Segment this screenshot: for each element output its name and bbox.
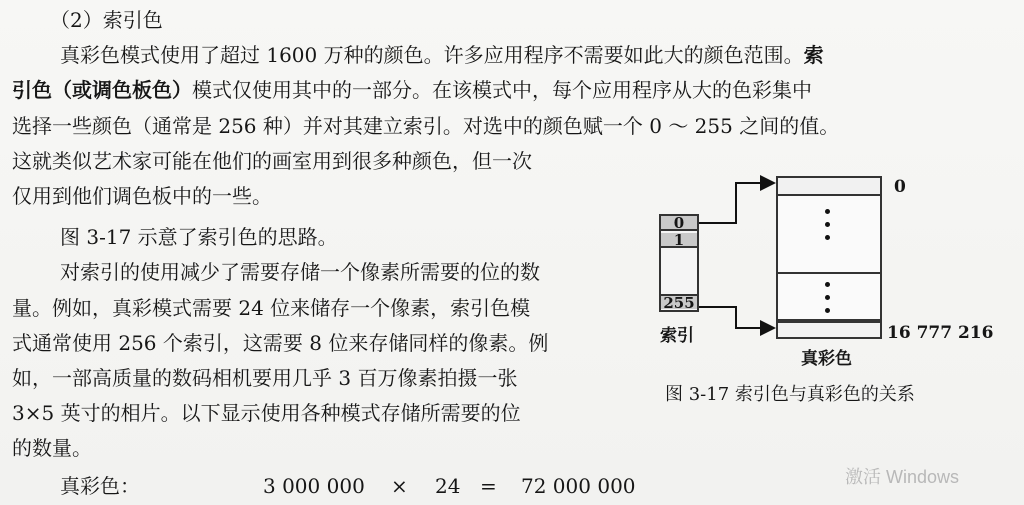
paragraph-line-4: 这就类似艺术家可能在他们的画室用到很多种颜色，但一次 — [12, 149, 532, 173]
index-label: 索引 — [660, 326, 694, 346]
formula-bits: 24 — [435, 474, 461, 498]
paragraph-line-11: 3×5 英寸的相片。以下显示使用各种模式存储所需要的位 — [12, 401, 521, 425]
paragraph-line-5: 仅用到他们调色板中的一些。 — [12, 184, 272, 208]
formula-pixels: 3 000 000 — [263, 474, 365, 498]
index-cell-0: 0 — [661, 216, 697, 231]
activation-watermark: 激活 Windows — [845, 467, 960, 487]
index-color-diagram — [650, 170, 1020, 410]
paragraph-line-8: 量。例如，真彩模式需要 24 位来储存一个像素，索引色模 — [12, 296, 531, 320]
paragraph-line-6: 图 3-17 示意了索引色的思路。 — [60, 225, 338, 249]
bottom-mapping-arrow — [699, 307, 774, 328]
paragraph-text: 模式仅使用其中的一部分。在该模式中，每个应用程序从大的色彩集中 — [192, 78, 812, 102]
true-color-top-value: 0 — [894, 177, 906, 197]
paragraph-line-3: 选择一些颜色（通常是 256 种）并对其建立索引。对选中的颜色赋一个 0 ～ 255 之间的值。 — [12, 114, 840, 138]
ellipsis-dot — [825, 282, 830, 287]
ellipsis-dot — [825, 308, 830, 313]
formula-label: 真彩色： — [60, 474, 140, 498]
paragraph-text: 真彩色模式使用了超过 1600 万种的颜色。许多应用程序不需要如此大的颜色范围。 — [60, 43, 804, 67]
bold-term-end: 引色（或调色板色） — [12, 78, 192, 102]
true-color-bottom-value: 16 777 216 — [887, 323, 994, 343]
top-mapping-arrow — [699, 183, 774, 223]
true-color-label: 真彩色 — [801, 349, 852, 369]
true-color-last-band — [778, 321, 880, 337]
figure-caption: 图 3-17 索引色与真彩色的关系 — [665, 384, 915, 405]
paragraph-line-7: 对索引的使用减少了需要存储一个像素所需要的位的数 — [60, 260, 540, 284]
index-cell-1: 1 — [661, 233, 697, 248]
formula-times-symbol: × — [391, 474, 408, 498]
paragraph-line-2 — [12, 77, 812, 103]
bold-term-start: 索 — [803, 43, 824, 67]
paragraph-line-10: 如，一部高质量的数码相机要用几乎 3 百万像素拍摄一张 — [12, 366, 518, 390]
formula-equals-symbol: = — [480, 474, 497, 498]
paragraph-line-1 — [60, 42, 824, 68]
section-heading: （2）索引色 — [50, 8, 163, 32]
index-table — [659, 214, 699, 312]
formula-result: 72 000 000 — [521, 474, 636, 498]
index-cell-255: 255 — [661, 294, 697, 309]
paragraph-line-12: 的数量。 — [12, 436, 92, 460]
ellipsis-dot — [825, 235, 830, 240]
ellipsis-dot — [825, 209, 830, 214]
paragraph-line-9: 式通常使用 256 个索引，这需要 8 位来存储同样的像素。例 — [12, 331, 549, 355]
true-color-first-band — [778, 178, 880, 196]
ellipsis-dot — [825, 222, 830, 227]
true-color-table — [776, 176, 882, 339]
ellipsis-dot — [825, 295, 830, 300]
